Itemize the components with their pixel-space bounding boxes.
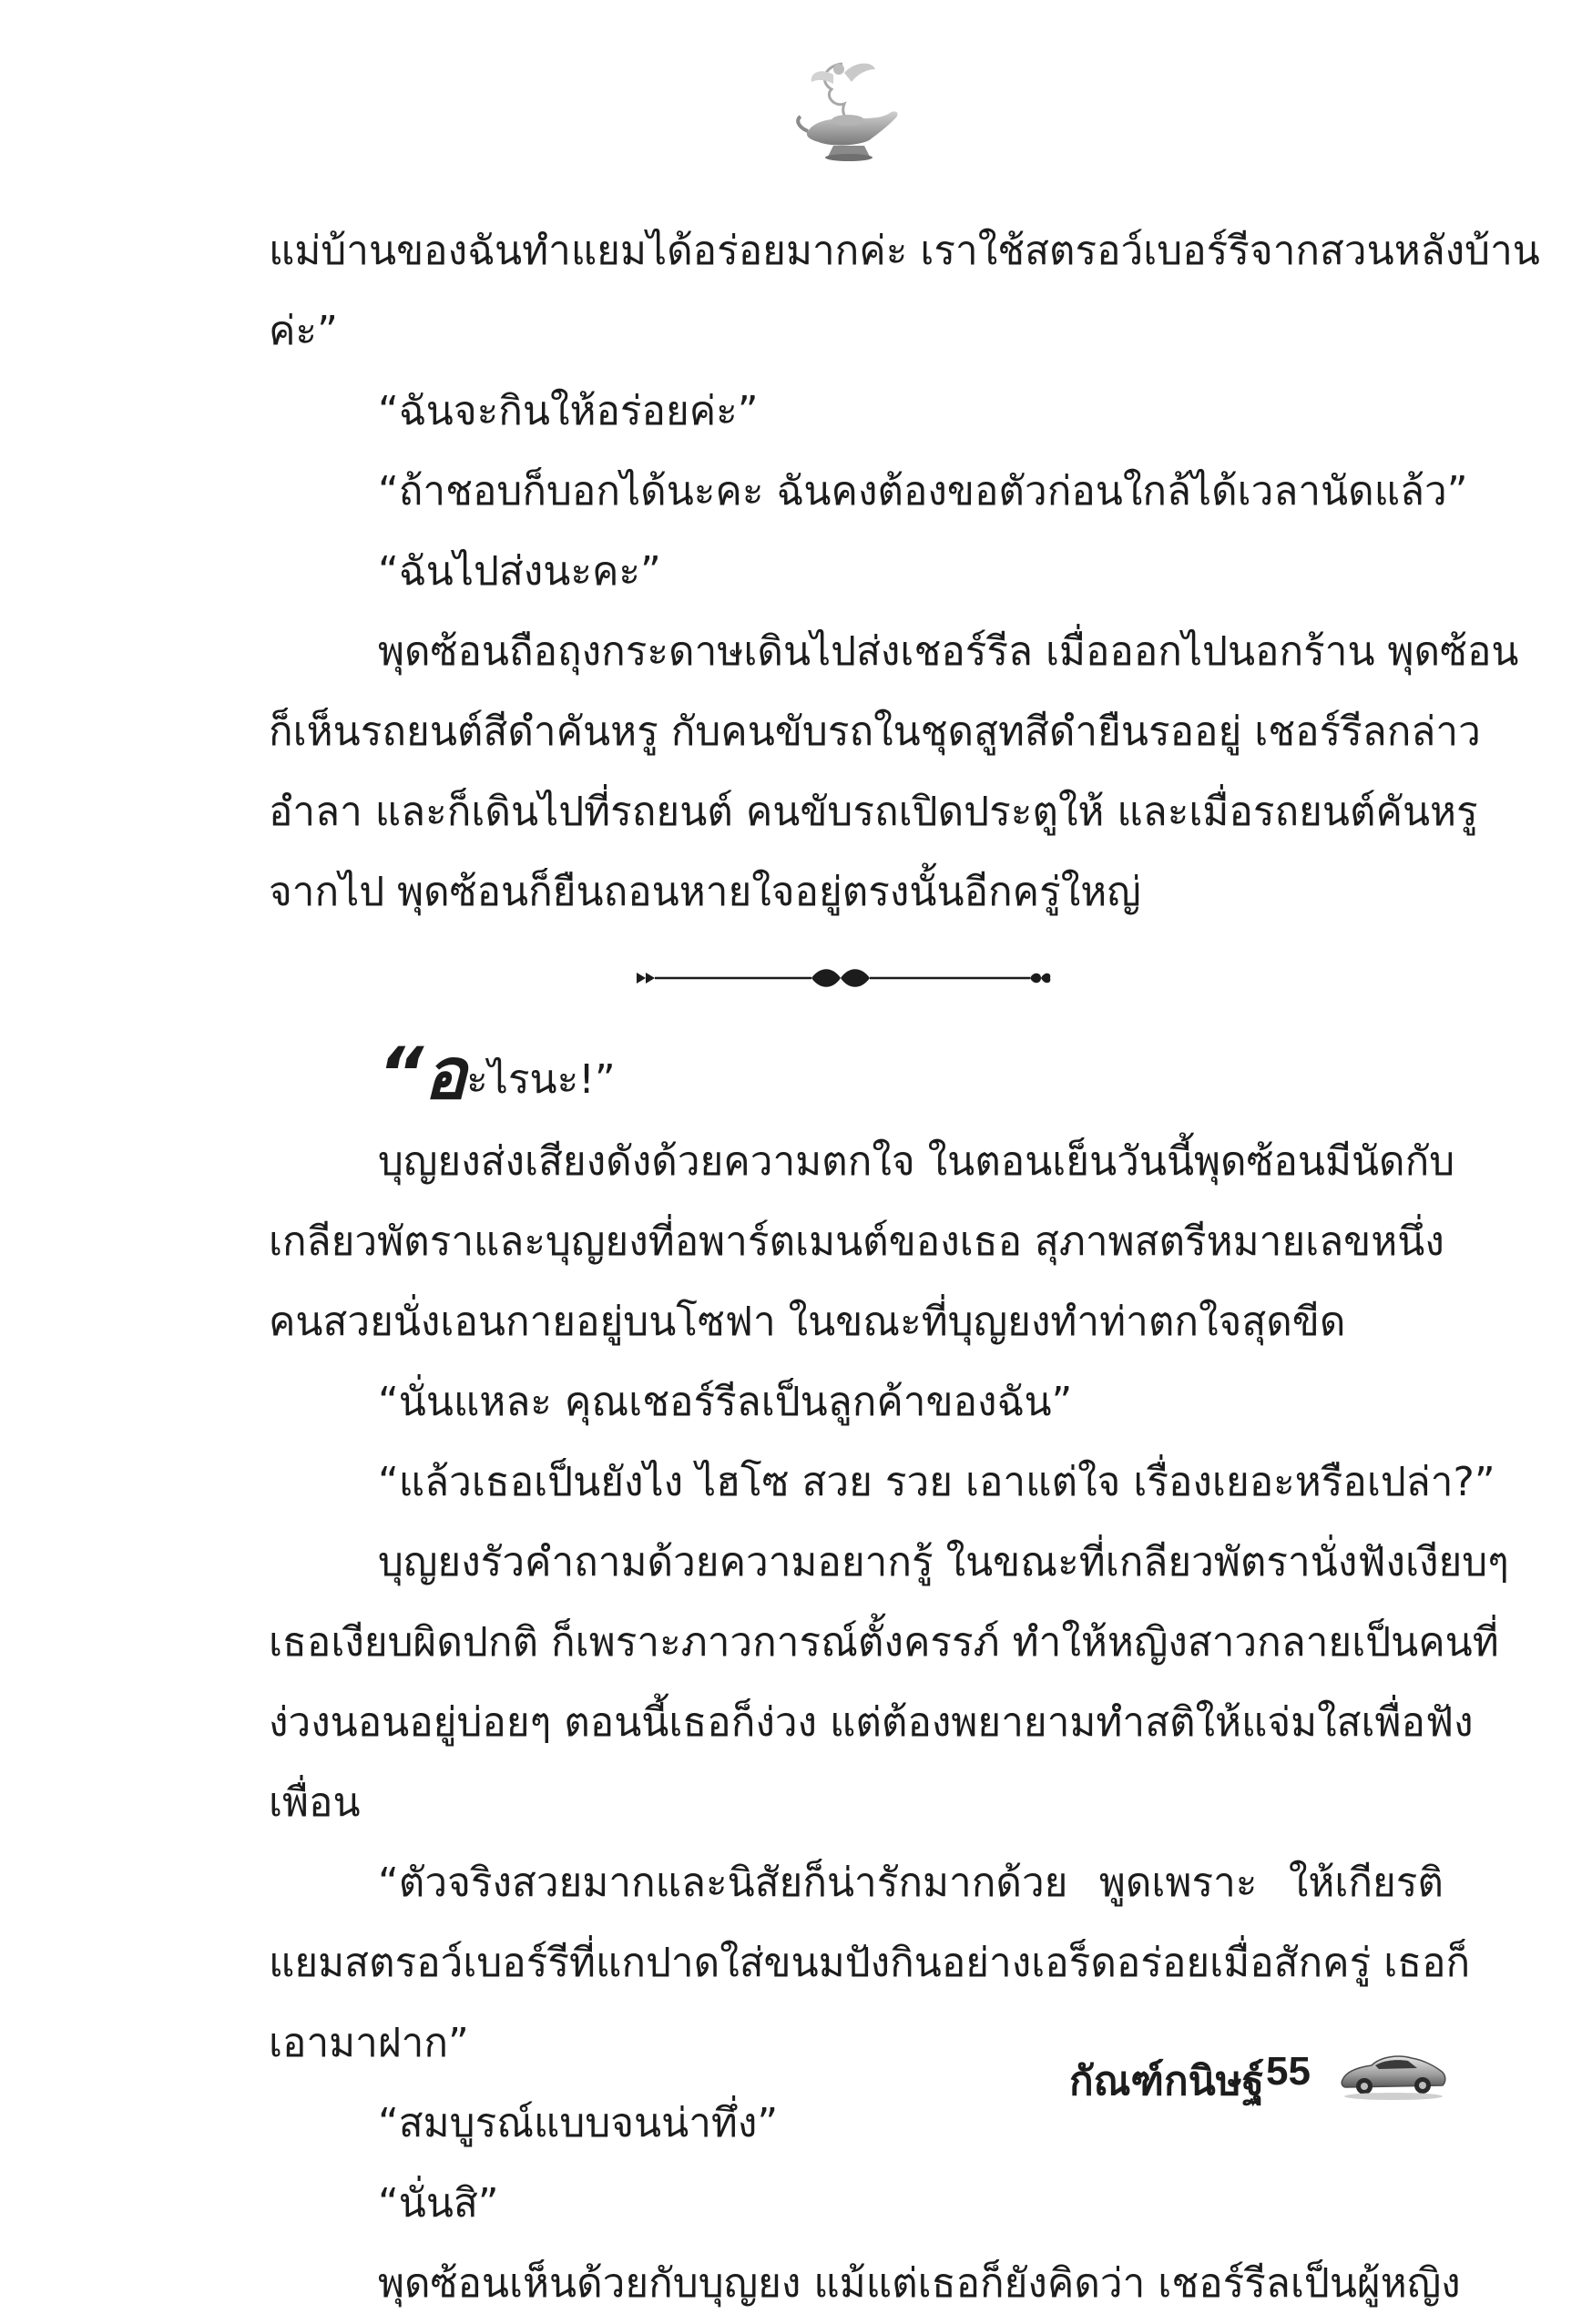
text-line: อำลา และก็เดินไปที่รถยนต์ คนขับรถเปิดประตูให้ และเมื่อรถยนต์คันหรู [269,789,1478,835]
dialogue-line: “ฉันจะกินให้อร่อยค่ะ” [378,388,759,434]
body-text [269,211,1540,2324]
dialogue-line: “แล้วเธอเป็นยังไง ไฮโซ สวย รวย เอาแต่ใจ เรื่องเยอะหรือเปล่า?” [378,1459,1495,1505]
section-divider [269,933,1444,1027]
text-line: จากไป พุดซ้อนก็ยืนถอนหายใจอยู่ตรงนั้นอีกครู่ใหญ่ [269,869,1141,915]
dialogue-line: “ตัวจริงสวยมากและนิสัยก็น่ารักมากด้วย พูดเพราะ ให้เกียรติ [378,1860,1444,1906]
bow-divider-icon [633,960,1052,996]
text-line: แยมสตรอว์เบอร์รีที่แกปาดใส่ขนมปังกินอย่างเอร็ดอร่อยเมื่อสักครู่ เธอก็ [269,1940,1471,1986]
dialogue-line: “นั่นสิ” [378,2180,499,2227]
text-line: พุดซ้อนเห็นด้วยกับบุญยง แม้แต่เธอก็ยังคิดว่า เชอร์รีลเป็นผู้หญิง [378,2260,1461,2307]
text-line: เอามาฝาก” [269,2020,469,2066]
dialogue-line: “ถ้าชอบก็บอกได้นะคะ ฉันคงต้องขอตัวก่อนใกล้ได้เวลานัดแล้ว” [378,468,1468,515]
text-line: เกลียวพัตราและบุญยงที่อพาร์ตเมนต์ของเธอ สุภาพสตรีหมายเลขหนึ่ง [269,1218,1444,1265]
drop-cap-rest: ะไรนะ!” [466,1056,616,1103]
text-line: พุดซ้อนถือถุงกระดาษเดินไปส่งเชอร์รีล เมื่อออกไปนอกร้าน พุดซ้อน [378,628,1519,675]
magic-lamp-icon [788,56,906,166]
text-line: คนสวยนั่งเอนกายอยู่บนโซฟา ในขณะที่บุญยงทำท่าตกใจสุดขีด [269,1299,1346,1345]
text-line: ค่ะ” [269,308,338,354]
text-line: เธอเงียบผิดปกติ ก็เพราะภาวการณ์ตั้งครรภ์ ทำให้หญิงสาวกลายเป็นคนที่ [269,1619,1499,1666]
text-line: บุญยงส่งเสียงดังด้วยความตกใจ ในตอนเย็นวันนี้พุดซ้อนมีนัดกับ [378,1138,1455,1185]
dialogue-line: “ฉันไปส่งนะคะ” [378,548,661,595]
drop-cap: “อ [378,1034,467,1116]
text-line: ง่วงนอนอยู่บ่อยๆ ตอนนี้เธอก็ง่วง แต่ต้องพยายามทำสติให้แจ่มใสเพื่อฟัง [269,1699,1474,1746]
text-line: บุญยงรัวคำถามด้วยความอยากรู้ ในขณะที่เกลียวพัตรานั่งฟังเงียบๆ [378,1539,1509,1585]
dialogue-line [269,1027,1444,1122]
text-line: ก็เห็นรถยนต์สีดำคันหรู กับคนขับรถในชุดสูทสีดำยืนรออยู่ เชอร์รีลกล่าว [269,708,1481,755]
page-number: 55 [1266,2049,1311,2094]
book-title: กัณฑ์กนิษฐ์ [1069,2058,1264,2105]
text-line: แม่บ้านของฉันทำแยมได้อร่อยมากค่ะ เราใช้สตรอว์เบอร์รีจากสวนหลังบ้าน [269,228,1540,274]
page-footer [1002,2044,1457,2116]
sports-car-icon [1339,2044,1448,2104]
dialogue-line: “นั่นแหละ คุณเชอร์รีลเป็นลูกค้าของฉัน” [378,1379,1073,1425]
text-line: เพื่อน [269,1779,361,1826]
dialogue-line: “สมบูรณ์แบบจนน่าทึ่ง” [378,2100,779,2146]
